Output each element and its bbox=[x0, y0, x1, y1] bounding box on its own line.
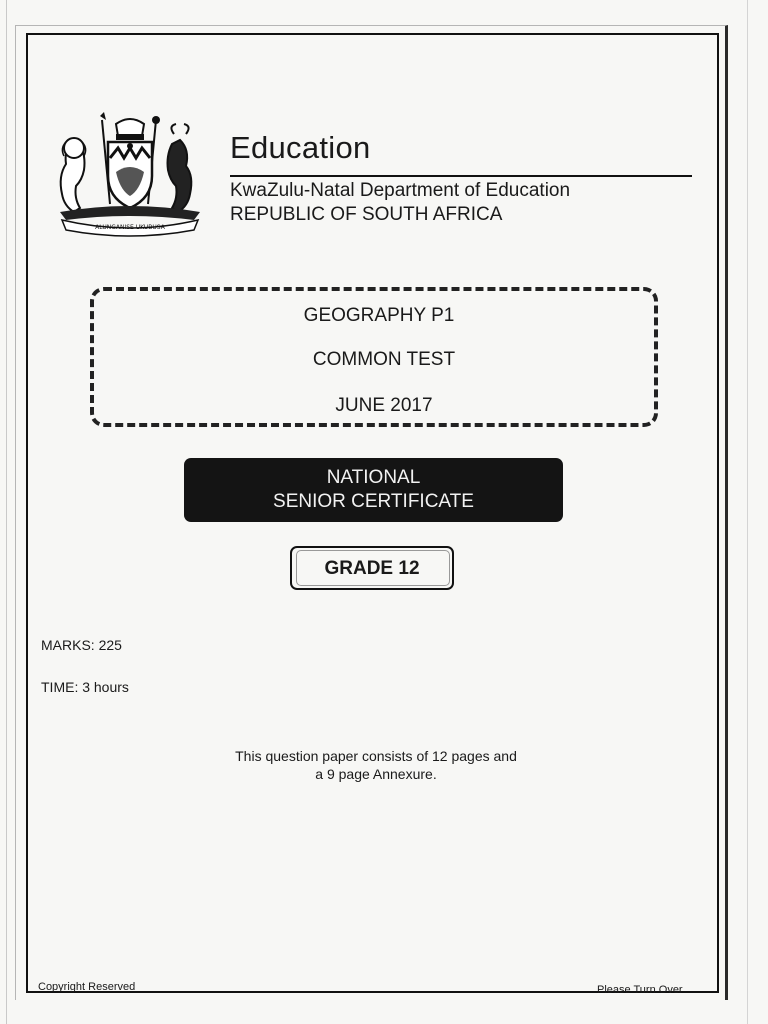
paper-note: a 9 page Annexure. bbox=[315, 766, 437, 782]
title-divider bbox=[230, 175, 692, 177]
country-name: REPUBLIC OF SOUTH AFRICA bbox=[230, 204, 503, 225]
time-label: TIME: 3 hours bbox=[41, 679, 129, 695]
certificate-banner bbox=[184, 458, 563, 522]
page-edge bbox=[747, 0, 748, 1024]
department-name: KwaZulu-Natal Department of Education bbox=[230, 180, 571, 201]
certificate-line: SENIOR CERTIFICATE bbox=[273, 491, 474, 512]
exam-date: JUNE 2017 bbox=[335, 395, 433, 416]
copyright-footer: Copyright Reserved bbox=[38, 981, 136, 993]
marks-label: MARKS: 225 bbox=[41, 637, 122, 653]
turn-over-footer: Please Turn Over bbox=[597, 984, 683, 996]
svg-text:ALUNGANISE UKUBUSA: ALUNGANISE UKUBUSA bbox=[95, 224, 165, 231]
certificate-line: NATIONAL bbox=[326, 467, 421, 488]
grade-badge: GRADE 12 bbox=[290, 546, 454, 590]
exam-subject: GEOGRAPHY P1 bbox=[303, 305, 455, 326]
page-title: Education bbox=[230, 130, 371, 165]
exam-type: COMMON TEST bbox=[312, 349, 456, 370]
paper-note: This question paper consists of 12 pages and bbox=[235, 748, 517, 764]
page-edge bbox=[6, 0, 7, 1024]
coat-of-arms-icon bbox=[52, 112, 208, 238]
